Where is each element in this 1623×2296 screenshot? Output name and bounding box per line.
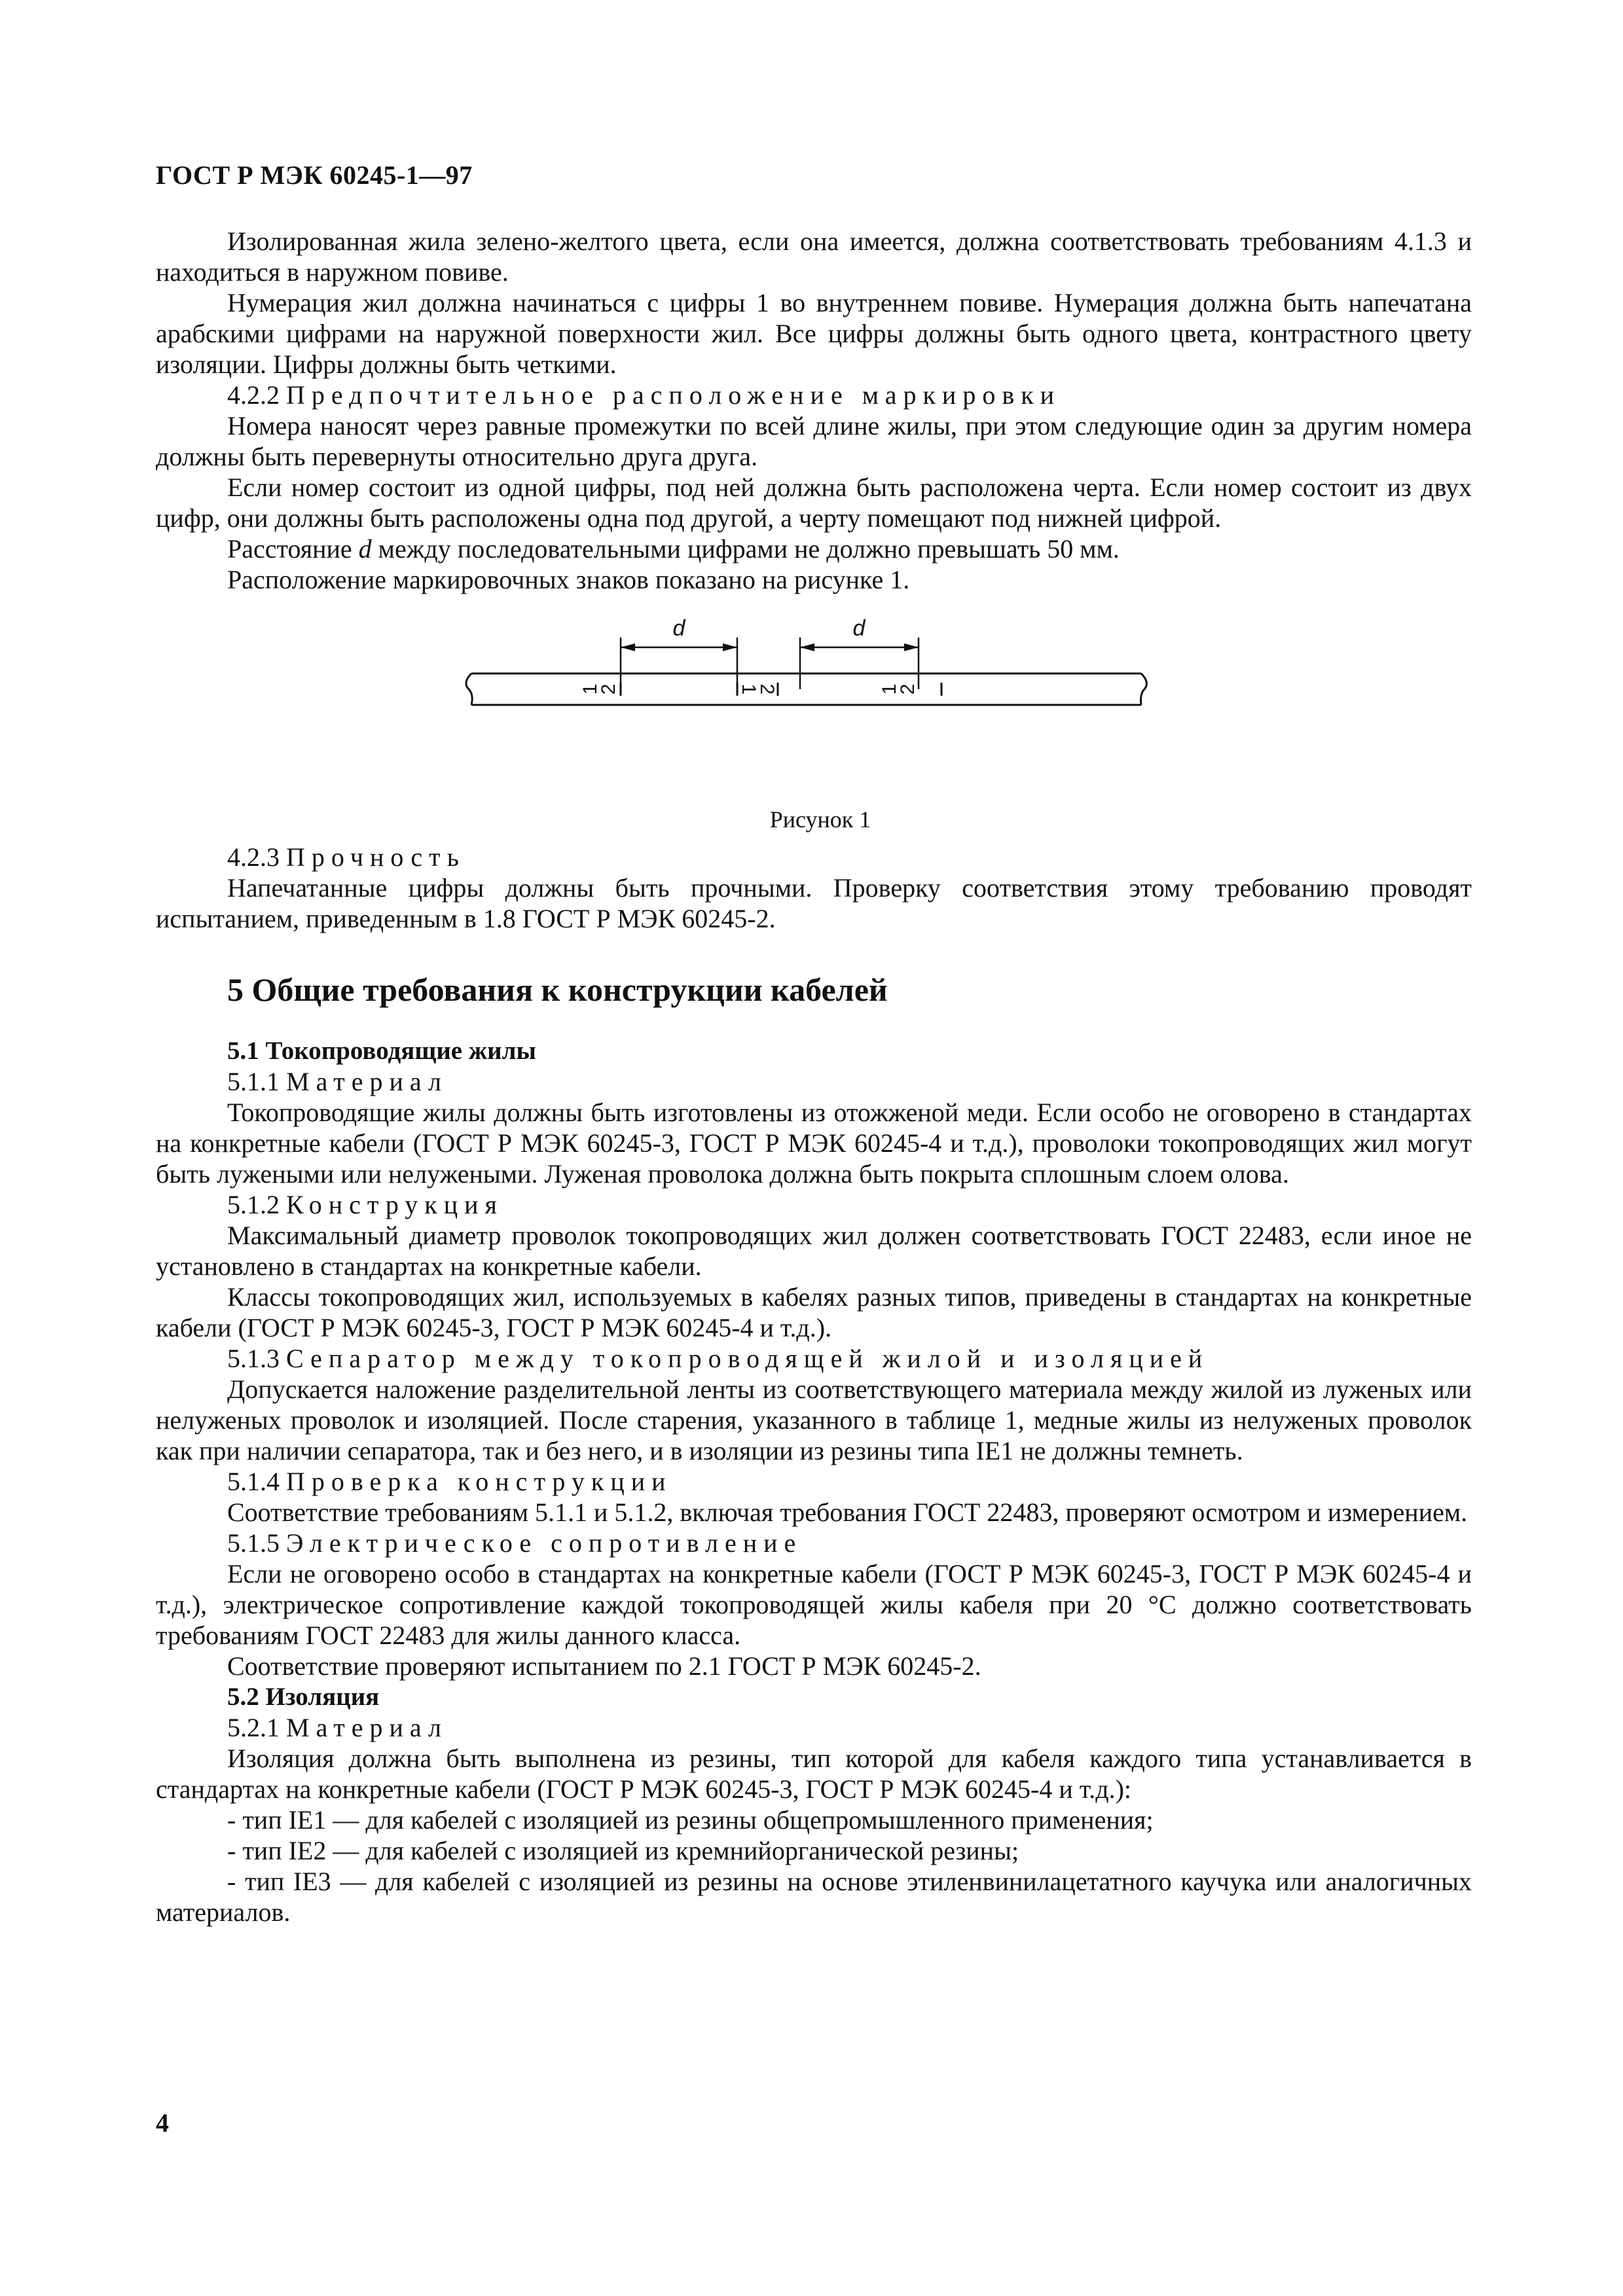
subsection-5-2-1-heading <box>156 1712 1472 1743</box>
dimension-label-d2: d <box>852 616 866 641</box>
marking-group-3 <box>879 684 919 695</box>
paragraph-electrical-resistance: Если не оговорено особо в стандартах на конкретные кабели (ГОСТ Р МЭК 60245-3, ГОСТ Р МЭК 60245-4 и т.д.), электрическое сопротивление каждой токопроводящей жилы кабеля при 20 °С должно соответствовать требованиям ГОСТ 22483 для жилы данного класса. <box>156 1559 1472 1650</box>
distance-text-post: между последовательными цифрами не должно превышать 50 мм. <box>371 534 1120 564</box>
document-code-header: ГОСТ Р МЭК 60245-1—97 <box>156 160 473 190</box>
subsection-number: 5.1.5 <box>227 1528 280 1558</box>
distance-text-pre: Расстояние <box>227 534 359 564</box>
marking-digit: 1 <box>579 683 601 695</box>
marking-digit: 2 <box>896 683 919 695</box>
paragraph-green-yellow-core: Изолированная жила зелено-желтого цвета, если она имеется, должна соответствовать требованиям 4.1.3 и находиться в наружном повиве. <box>156 226 1472 287</box>
list-item: - тип IE1 — для кабелей с изоляцией из резины общепромышленного применения; <box>227 1805 1154 1835</box>
subsection-5-1-4-heading <box>156 1466 1472 1497</box>
paragraph-insulation-material: Изоляция должна быть выполнена из резины, тип которой для кабеля каждого типа устанавливается в стандартах на конкретные кабели (ГОСТ Р МЭК 60245-3, ГОСТ Р МЭК 60245-4 и т.д.): <box>156 1744 1472 1804</box>
dimension-label-d1: d <box>672 616 685 641</box>
subsection-5-2-title: 5.2 Изоляция <box>227 1683 380 1711</box>
subsection-title: Конструкция <box>286 1190 503 1219</box>
conductor-break-left <box>466 673 472 705</box>
conductor-break-right <box>1141 673 1147 705</box>
marking-diagram <box>464 601 1151 798</box>
subsection-number: 4.2.2 <box>227 380 280 410</box>
paragraph-wire-diameter: Максимальный диаметр проволок токопроводящих жил должен соответствовать ГОСТ 22483, если иное не установлено в стандартах на конкретные кабели. <box>156 1221 1472 1281</box>
subsection-title: Электрическое сопротивление <box>286 1528 803 1558</box>
paragraph-core-numbering: Нумерация жил должна начинаться с цифры 1 во внутреннем повиве. Нумерация должна быть напечатана арабскими цифрами на наружной поверхности жил. Все цифры должны быть одного цвета, контрастного цвету изоляции. Цифры должны быть четкими. <box>156 288 1472 379</box>
distance-variable: d <box>358 534 372 564</box>
page-number: 4 <box>156 2108 169 2138</box>
arrowhead <box>723 643 737 651</box>
paragraph-durability: Напечатанные цифры должны быть прочными. Проверку соответствия этому требованию проводят испытанием, приведенным в 1.8 ГОСТ Р МЭК 60245-2. <box>156 873 1472 933</box>
subsection-title: Материал <box>286 1713 448 1742</box>
marking-digit: 2 <box>756 683 778 695</box>
marking-group-2 <box>738 684 778 695</box>
subsection-5-1-title: 5.1 Токопроводящие жилы <box>227 1037 536 1065</box>
subsection-number: 4.2.3 <box>227 842 280 872</box>
section-5-title: 5 Общие требования к конструкции кабелей <box>227 971 888 1008</box>
paragraph-resistance-test: Соответствие проверяют испытанием по 2.1 ГОСТ Р МЭК 60245-2. <box>227 1651 981 1681</box>
subsection-5-1-3-heading <box>156 1343 1472 1374</box>
paragraph-marking-underline: Если номер состоит из одной цифры, под ней должна быть расположена черта. Если номер состоит из двух цифр, они должны быть расположены одна под другой, а черту помещают под нижней цифрой. <box>156 473 1472 533</box>
marking-digit: 1 <box>878 683 900 695</box>
subsection-number: 5.1.4 <box>227 1467 280 1496</box>
subsection-number: 5.1.2 <box>227 1190 280 1219</box>
subsection-5-1-1-heading <box>156 1066 1472 1097</box>
subsection-number: 5.1.3 <box>227 1344 280 1373</box>
figure-1-marking-layout <box>156 601 1472 804</box>
arrowhead <box>904 643 919 651</box>
paragraph-conductor-classes: Классы токопроводящих жил, используемых в кабелях разных типов, приведены в стандартах на конкретные кабели (ГОСТ Р МЭК 60245-3, ГОСТ Р МЭК 60245-4 и т.д.). <box>156 1282 1472 1342</box>
paragraph-figure-reference: Расположение маркировочных знаков показано на рисунке 1. <box>227 565 910 594</box>
list-item: - тип IE3 — для кабелей с изоляцией из резины на основе этиленвинилацетатного каучука или аналогичных материалов. <box>156 1867 1472 1927</box>
marking-digit: 2 <box>597 683 619 695</box>
paragraph-conductor-material: Токопроводящие жилы должны быть изготовлены из отожженой меди. Если особо не оговорено в стандартах на конкретные кабели (ГОСТ Р МЭК 60245-3, ГОСТ Р МЭК 60245-4 и т.д.), проволоки токопроводящих жил могут быть лужеными или нелужеными. Луженая проволока должна быть покрыта сплошным слоем олова. <box>156 1098 1472 1189</box>
subsection-5-1-5-heading <box>156 1528 1472 1558</box>
subsection-4-2-3-heading <box>156 842 1472 872</box>
paragraph-separator: Допускается наложение разделительной ленты из соответствующего материала между жилой из луженых или нелуженых проволок и изоляцией. После старения, указанного в таблице 1, медные жилы из нелуженых проволок как при наличии сепаратора, так и без него, и в изоляции из резины типа IE1 не должны темнеть. <box>156 1374 1472 1465</box>
subsection-number: 5.1.1 <box>227 1067 280 1096</box>
paragraph-construction-check: Соответствие требованиям 5.1.1 и 5.1.2, включая требования ГОСТ 22483, проверяют осмотром и измерением. <box>227 1498 1468 1527</box>
marking-group-1 <box>579 684 619 695</box>
subsection-title: Прочность <box>286 842 465 872</box>
subsection-5-1-2-heading <box>156 1189 1472 1220</box>
subsection-title: Предпочтительное расположение маркировки <box>286 380 1061 410</box>
figure-caption: Рисунок 1 <box>769 806 871 833</box>
subsection-title: Материал <box>286 1067 448 1096</box>
subsection-4-2-2-heading <box>156 380 1472 410</box>
paragraph-distance-d <box>156 533 1472 564</box>
subsection-title: Сепаратор между токопроводящей жилой и изоляцией <box>286 1344 1209 1373</box>
subsection-title: Проверка конструкции <box>286 1467 672 1496</box>
paragraph-marking-intervals: Номера наносят через равные промежутки по всей длине жилы, при этом следующие один за другим номера должны быть перевернуты относительно друга друга. <box>156 411 1472 471</box>
page-body <box>156 226 1472 1928</box>
subsection-number: 5.2.1 <box>227 1713 280 1742</box>
list-item: - тип IE2 — для кабелей с изоляцией из кремнийорганической резины; <box>227 1836 1019 1865</box>
marking-digit: 1 <box>738 683 760 695</box>
arrowhead <box>621 643 635 651</box>
arrowhead <box>800 643 814 651</box>
